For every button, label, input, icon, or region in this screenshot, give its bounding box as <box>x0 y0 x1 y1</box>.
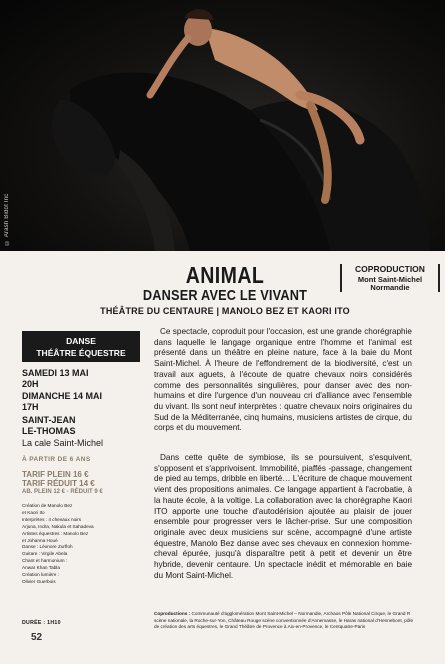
tarifs <box>22 471 147 497</box>
tarif-plein: TARIF PLEIN 16 € <box>22 470 89 479</box>
coproductions-text: Communauté d'agglomération Mont Saint-Michel – Normandie, Archaos Pôle National Cirque, le Grand R scène nationale, la Roche-sur-Yon, Château Rouge scène conventionnée d'Annemasse, le Haras national d'Hennebont, pôle de création des arts équestres, le Grand Théâtre de Provence à Aix-en-Provence, le Centquatre-Paris <box>154 611 414 630</box>
company-line: THÉÂTRE DU CENTAURE | MANOLO BEZ ET KAORI ITO <box>100 306 350 316</box>
horse-and-dancer-photo <box>0 0 445 251</box>
credits-list <box>22 503 147 586</box>
age-info: À PARTIR DE 6 ANS <box>22 456 91 463</box>
coproduction-place: Mont Saint-Michel <box>357 274 423 284</box>
credit-line: Anwar Khan Tabla <box>22 565 60 571</box>
category-line-1: DANSE <box>66 336 96 346</box>
venue-name-2: LE-THOMAS <box>22 426 76 437</box>
paragraph-text: Dans cette quête de symbiose, ils se poursuivent, s'esquivent, s'opposent et s'apprivoisent. Immobilité, piaffés -passage, changement de pied au temps, dribble en liberté… L'écriture de chaque mouvement vient des propositions animales. Ce langage appartient à l'acrobatie, à la haute école, à la voltige. La collaboration avec la chorégraphe Kaori ITO apporte une touche d'autodérision ajoutée au plaisir de jouer ensemble pour progresser vers le lâcher-prise. Sur une composition originale avec deux musiciens sur scène, accompagné d'une artiste équestre, Manolo Bez danse avec ses chevaux en connexion homme-cheval épurée, jusqu'à disparaître petit à petit et devenir un être hybride, devenir centaure. Un spectacle inédit et mémorable en baie du Mont Saint-Michel. <box>154 453 412 580</box>
credit-line: et Johanna Houé <box>22 537 58 543</box>
coproductions-note <box>154 611 414 631</box>
credit-line: Danse : Léonore Zurflüh <box>22 544 73 550</box>
photo-credit: © Arash Bidot Inc <box>4 193 10 245</box>
credit-line: Guitare : Virgile Abela <box>22 551 68 557</box>
coproduction-badge <box>340 264 440 292</box>
page-number: 52 <box>31 632 43 643</box>
body-paragraph-2 <box>154 453 412 581</box>
credit-line: Création de Manolo Bez <box>22 503 73 508</box>
show-title: ANIMAL <box>185 262 265 288</box>
credit-line: Olivier Guerbois <box>22 578 56 584</box>
show-dates <box>22 368 147 413</box>
tarif-reduit: TARIF RÉDUIT 14 € <box>22 478 95 488</box>
venue <box>22 415 147 449</box>
credit-line: Chant et harmonium : <box>22 558 68 564</box>
body-paragraph-1 <box>154 327 412 434</box>
venue-address: La cale Saint-Michel <box>22 437 104 448</box>
show-subtitle: DANSER AVEC LE VIVANT <box>142 287 308 304</box>
coproduction-label: COPRODUCTION <box>355 264 425 274</box>
paragraph-text: Ce spectacle, coproduit pour l'occasion, est une grande chorégraphie dans laquelle le langage organique entre l'homme et l'animal est présenté dans un théâtre en pleine nature, face à la baie du Mont Saint-Michel. À l'heure de l'effondrement de la biodiversité, c'est un travail aux aguets, à l'écoute de quatre chevaux noirs considérés comme des personnalités singulières, pour danser avec des non-humains et dire l'urgence d'un nouveau cri d'alliance avec l'ensemble du vivant. Ils sont neuf interprètes : quatre chevaux noirs originaires du Sud de la Méditerranée, cinq humains, musiciens artistes de cirque, du corps et du mouvement. <box>154 327 412 433</box>
venue-name-1: SAINT-JEAN <box>22 415 76 425</box>
credit-line: Interprètes : 4 chevaux noirs <box>22 516 82 522</box>
credit-line: Création lumière : <box>22 572 59 578</box>
category-line-2: THÉÂTRE ÉQUESTRE <box>36 348 126 358</box>
date-2: DIMANCHE 14 MAI <box>22 390 103 401</box>
credit-line: Arjuna, Indra, Nakula et Sahadeva <box>22 523 94 529</box>
date-1: SAMEDI 13 MAI <box>22 368 89 378</box>
coproduction-region: Normandie <box>370 283 410 292</box>
hero-photo <box>0 0 445 251</box>
coproductions-label: Coproductions : <box>154 611 191 616</box>
credit-line: Artistes équestres : Manolo Bez <box>22 530 89 536</box>
duration: DURÉE : 1H10 <box>22 620 61 626</box>
time-1: 20H <box>22 379 39 390</box>
credit-line: et Kaori Ito <box>22 509 45 515</box>
tarif-abonnement: AB. PLEIN 12 € - RÉDUIT 9 € <box>22 489 103 496</box>
category-badge <box>22 331 140 362</box>
time-2: 17H <box>22 401 39 412</box>
